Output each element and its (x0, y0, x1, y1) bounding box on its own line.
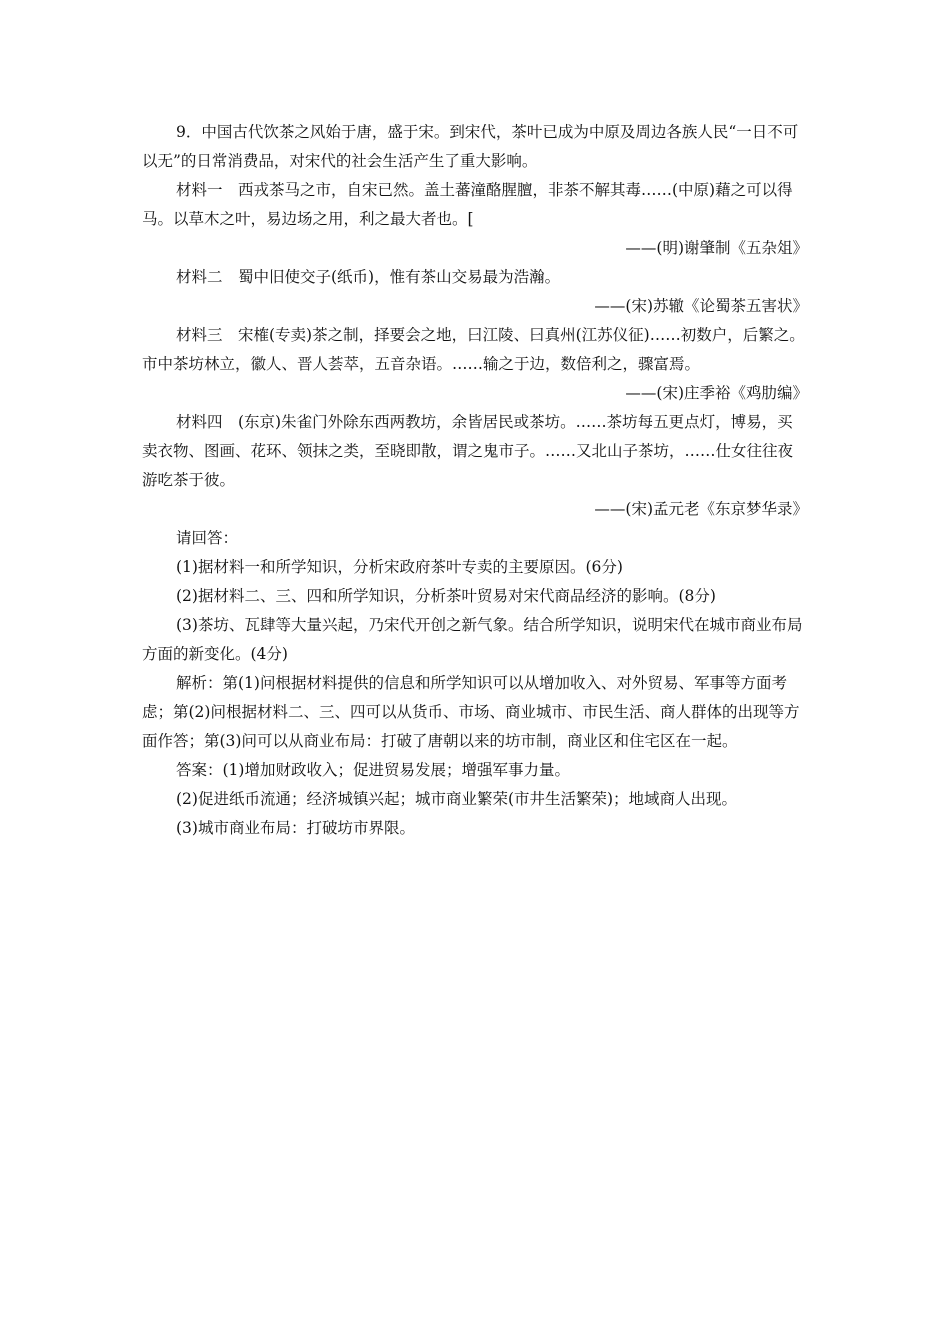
subquestion-3: (3)茶坊、瓦肆等大量兴起，乃宋代开创之新气象。结合所学知识，说明宋代在城市商业布局方面的新变化。(4分) (142, 616, 803, 663)
material-1-source: ——(明)谢肇制《五杂俎》 (625, 239, 808, 257)
question-block (142, 118, 808, 843)
analysis-text: 解析：第(1)问根据材料提供的信息和所学知识可以从增加收入、对外贸易、军事等方面考虑；第(2)问根据材料二、三、四可以从货币、市场、商业城市、市民生活、商人群体的出现等方面作答；第(3)问可以从商业布局：打破了唐朝以来的坊市制，商业区和住宅区在一起。 (142, 674, 800, 750)
answer-line-3: (3)城市商业布局：打破坊市界限。 (176, 819, 415, 837)
subquestion-2: (2)据材料二、三、四和所学知识，分析茶叶贸易对宋代商品经济的影响。(8分) (176, 587, 716, 605)
material-4-source: ——(宋)孟元老《东京梦华录》 (594, 500, 808, 518)
answer-line-1: 答案：(1)增加财政收入；促进贸易发展；增强军事力量。 (176, 761, 570, 779)
material-2-source: ——(宋)苏辙《论蜀茶五害状》 (594, 297, 808, 315)
material-2-text: 材料二 蜀中旧使交子(纸币)，惟有茶山交易最为浩瀚。 (176, 268, 561, 286)
subquestion-1: (1)据材料一和所学知识，分析宋政府茶叶专卖的主要原因。(6分) (176, 558, 623, 576)
answer-prompt: 请回答： (176, 529, 239, 547)
material-4-text: 材料四 (东京)朱雀门外除东西两教坊，余皆居民或茶坊。……茶坊每五更点灯，博易，买卖衣物、图画、花环、领抹之类，至晓即散，谓之鬼市子。……又北山子茶坊，……仕女往往夜游吃茶于彼。 (142, 413, 794, 489)
material-3-source: ——(宋)庄季裕《鸡肋编》 (625, 384, 808, 402)
material-3-text: 材料三 宋榷(专卖)茶之制，择要会之地，曰江陵、曰真州(江苏仪征)……初数户，后繁之。市中茶坊林立，徽人、晋人荟萃，五音杂语。……输之于边，数倍利之，骤富焉。 (142, 326, 805, 373)
answer-line-2: (2)促进纸币流通；经济城镇兴起；城市商业繁荣(市井生活繁荣)；地域商人出现。 (176, 790, 738, 808)
question-intro: 9．中国古代饮茶之风始于唐，盛于宋。到宋代，茶叶已成为中原及周边各族人民“一日不可以无”的日常消费品，对宋代的社会生活产生了重大影响。 (142, 123, 799, 170)
material-1-text: 材料一 西戎茶马之市，自宋已然。盖土蕃潼酪腥膻，非茶不解其毒……(中原)藉之可以得马。以草木之叶，易边场之用，利之最大者也。[ (142, 181, 793, 228)
